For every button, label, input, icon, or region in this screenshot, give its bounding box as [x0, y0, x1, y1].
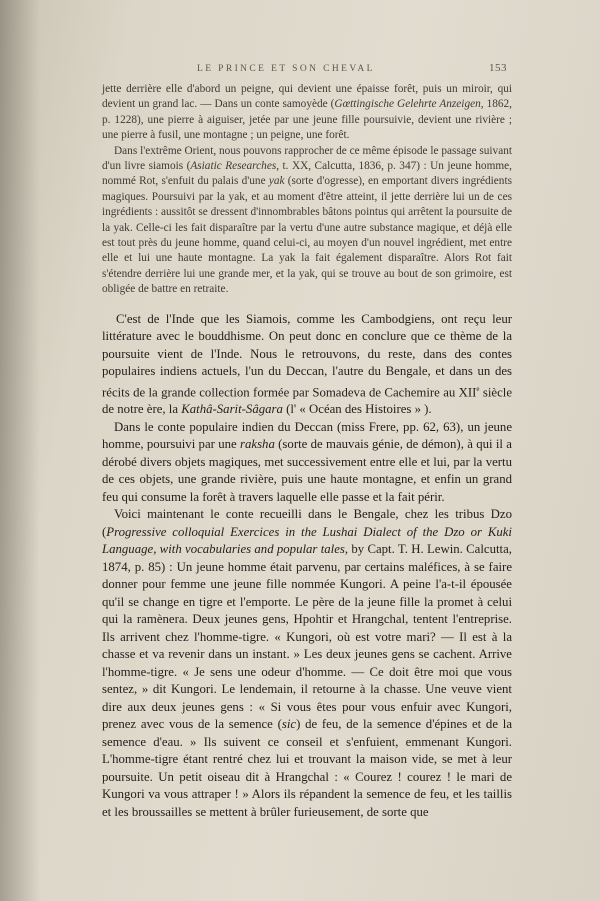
page-number: 153 [489, 62, 507, 74]
body-paragraph: Dans le conte populaire indien du Deccan (miss Frere, pp. 62, 63), un jeune homme, poursuivi par une raksha (sorte de mauvais génie, de démon), à qui il a dérobé divers objets magiques, met successivement entre elle et lui, par la vertu de ces objets, une grande rivière, puis une haute montagne, et enfin un grand feu qui consume la forêt à travers laquelle elle passe et la fait périr. [102, 419, 512, 504]
body-paragraph: Voici maintenant le conte recueilli dans le Bengale, chez les tribus Dzo (Progressive colloquial Exercices in the Lushai Dialect of the Dzo or Kuki Language, with vocabularies and popular tales, by Capt. T. H. Lewin. Calcutta, 1874, p. 85) : Un jeune homme était parvenu, par certains maléfices, à se faire donner pour femme une jeune fille nommée Kungori. A peine l'a-t-il épousée qu'il se change en tigre et l'emporte. Le père de la jeune fille la promet à celui qui la ramènera. Deux jeunes gens, Hpohtir et Hrangchal, tentent l'entreprise. Ils arrivent chez l'homme-tigre. « Kungori, où est votre mari? — Il est à la chasse et va revenir dans un instant. » Les deux jeunes gens se cachent. Arrive l'homme-tigre. « Je sens une odeur d'homme. — Ce doit être moi que vous sentez, » dit Kungori. Le lendemain, il retourne à la chasse. Une veuve vient dire aux deux jeunes gens : « Si vous êtes pour vous enfuir avec Kungori, prenez avec vous de la semence (sic) de feu, de la semence d'épines et de la semence d'eau. » Ils suivent ce conseil et s'enfuient, emmenant Kungori. L'homme-tigre étant rentré chez lui et trouvant la maison vide, se met à leur poursuite. Un petit oiseau dit à Hrangchal : « Courez ! courez ! le mari de Kungori va vous attraper ! » Alors ils répandent la semence de feu, et les taillis et les broussailles se mettent à brûler furieusement, de sorte que [102, 507, 512, 819]
main-text-block [102, 311, 512, 822]
footnote-block [102, 82, 512, 298]
page-header [0, 62, 600, 78]
page-body [102, 82, 512, 821]
body-paragraph: C'est de l'Inde que les Siamois, comme les Cambodgiens, ont reçu leur littérature avec le bouddhisme. On peut donc en conclure que ce thème de la poursuite vient de l'Inde. Nous le retrouvons, du reste, dans des contes populaires indiens actuels, l'un du Deccan, l'autre du Bengale, et dans un des récits de la grande collection formée par Somadeva de Cachemire au XIIe siècle de notre ère, la Kathâ-Sarit-Sâgara (l' « Océan des Histoires » ). [102, 311, 512, 417]
binding-shadow [0, 0, 40, 901]
running-title: LE PRINCE ET SON CHEVAL [197, 64, 375, 74]
footnote-paragraph: Dans l'extrême Orient, nous pouvons rapprocher de ce même épisode le passage suivant d'un livre siamois (Asiatic Researches, t. XX, Calcutta, 1836, p. 347) : Un jeune homme, nommé Rot, s'enfuit du palais d'une yak (sorte d'ogresse), en emportant divers ingrédients magiques. Poursuivi par la yak, et au moment d'être atteint, il jette derrière lui un de ces ingrédients : aussitôt se dressent d'innombrables bâtons pointus qui arrêtent la poursuite de la yak. Celle-ci les fait disparaître par la vertu d'une autre substance magique, et déjà elle est tout près du jeune homme, quand celui-ci, au moyen d'un nouvel ingrédient, met entre elle et lui une haute montagne. La yak la fait également disparaître. Alors Rot fait s'étendre derrière lui une grande mer, et la yak, qui se trouve au bout de son grimoire, est obligée de battre en retraite. [102, 144, 512, 296]
footnote-paragraph: jette derrière elle d'abord un peigne, qui devient une épaisse forêt, puis un miroir, qui devient un grand lac. — Dans un conte samoyède (Gœttingische Gelehrte Anzeigen, 1862, p. 1228), une pierre à aiguiser, jetée par une jeune fille poursuivie, devient une rivière ; une pierre à fusil, une montagne ; un peigne, une forêt. [102, 83, 513, 142]
